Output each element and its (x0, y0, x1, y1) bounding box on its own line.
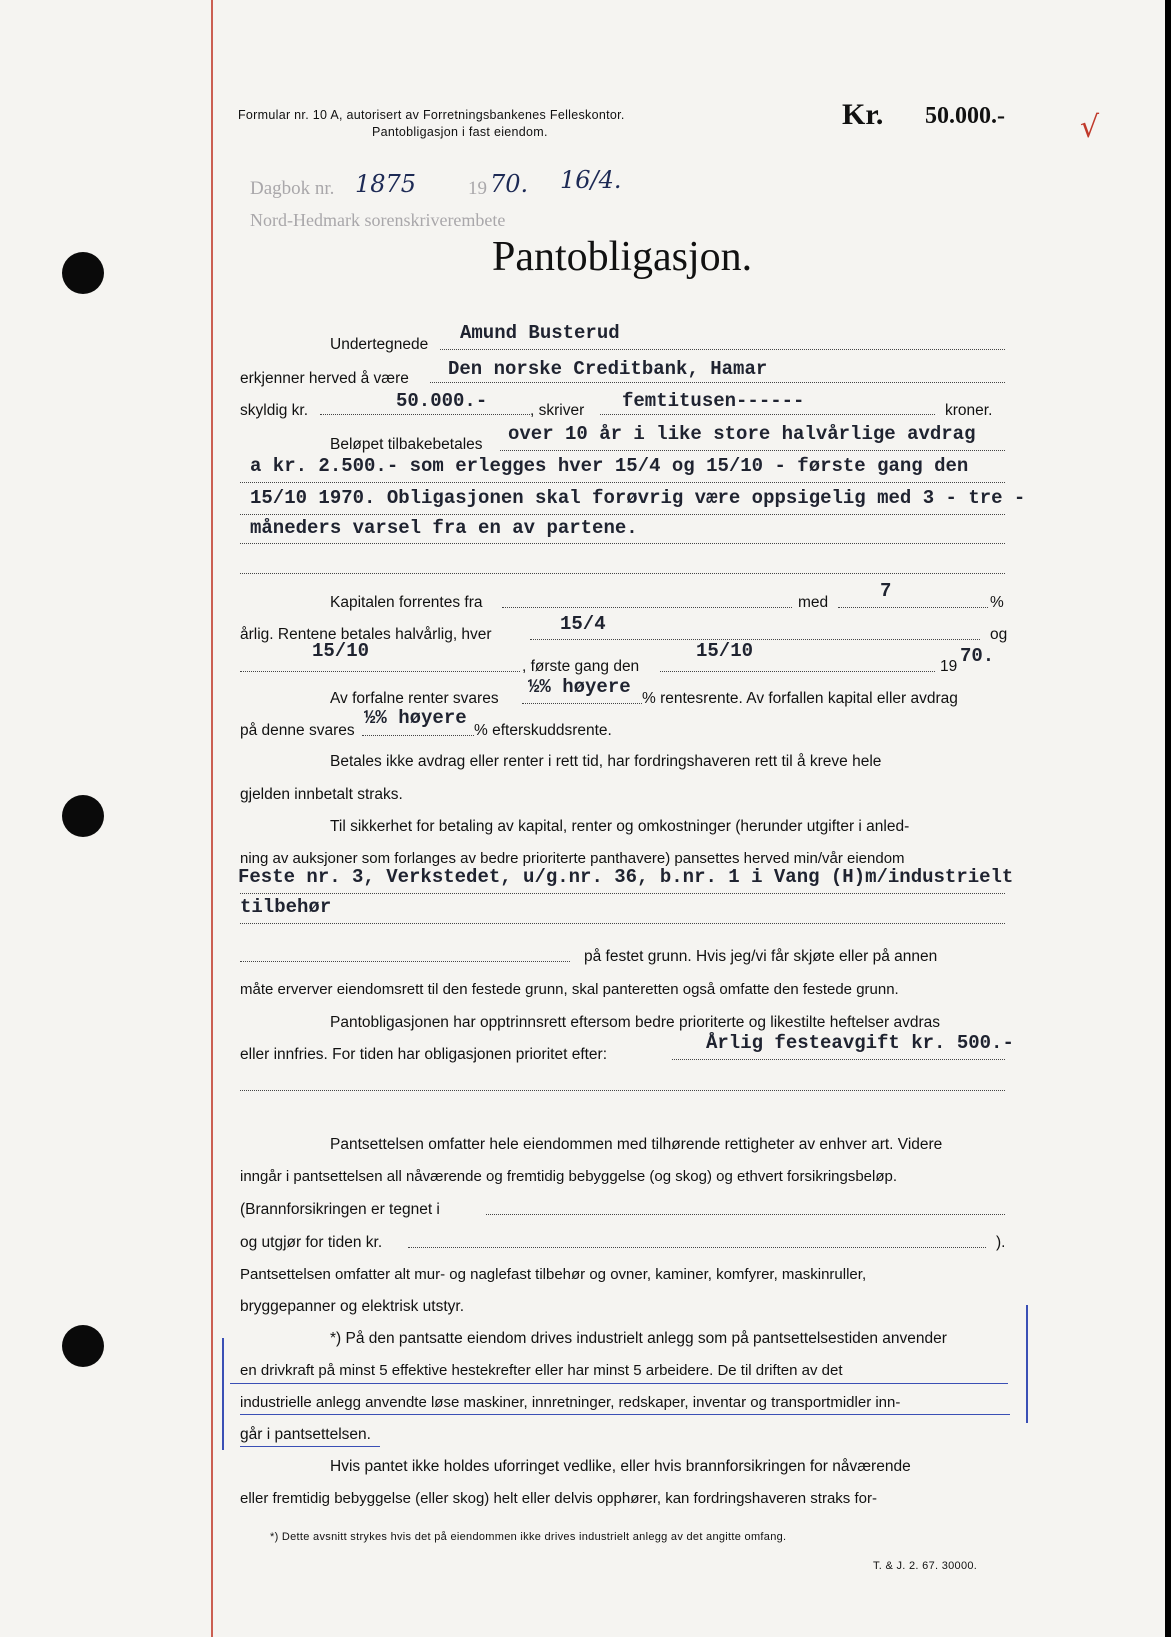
industrial-line-3: industrielle anlegg anvendte løse maskiner, innretninger, redskaper, inventar og transportmidler inn- (240, 1394, 901, 1411)
denne-label: på denne svares (240, 722, 355, 739)
dotted-line (240, 1090, 1005, 1091)
dotted-line (240, 961, 570, 962)
brann-label: (Brannforsikringen er tegnet i (240, 1201, 440, 1218)
interest-rate: 7 (880, 580, 892, 602)
repayment-line-2: a kr. 2.500.- som erlegges hver 15/4 og 15/10 - første gang den (250, 455, 969, 477)
og-label: og (990, 626, 1008, 643)
year-prefix: 19 (940, 658, 958, 675)
ink-bracket-right (1026, 1305, 1028, 1423)
denne-value: ½% høyere (364, 707, 467, 729)
printer-mark: T. & J. 2. 67. 30000. (873, 1560, 978, 1572)
dotted-line (240, 573, 1005, 574)
tilbehor-line-2: bryggepanner og elektrisk utstyr. (240, 1298, 465, 1315)
skriver-value: femtitusen------ (622, 390, 805, 412)
ink-underline (240, 1446, 380, 1447)
property-line-2: tilbehør (240, 896, 332, 918)
festet-line-1: på festet grunn. Hvis jeg/vi får skjøte eller på annen (584, 948, 938, 965)
stamp-office: Nord-Hedmark sorenskriverembete (250, 210, 506, 230)
ink-underline (230, 1383, 1008, 1384)
dotted-line (240, 671, 520, 672)
hvis-line-2: eller fremtidig bebyggelse (eller skog) helt eller delvis opphører, kan fordringshaveren straks for- (240, 1490, 877, 1507)
dagbok-date: 16/4. (560, 166, 622, 194)
footnote: *) Dette avsnitt strykes hvis det på eiendommen ikke drives industrielt anlegg av det angitte omfang. (270, 1531, 787, 1543)
dotted-line (408, 1247, 986, 1248)
forfalne-value: ½% høyere (528, 676, 631, 698)
industrial-line-1: *) På den pantsatte eiendom drives industrielt anlegg som på pantsettelsestiden anvender (330, 1330, 947, 1347)
punch-hole (62, 1325, 104, 1367)
red-margin-line (211, 0, 213, 1637)
tilbehor-line-1: Pantsettelsen omfatter alt mur- og naglefast tilbehør og ovner, kaminer, komfyrer, maskinruller, (240, 1266, 867, 1283)
repayment-line-4: måneders varsel fra en av partene. (250, 517, 638, 539)
creditor-name: Den norske Creditbank, Hamar (448, 358, 768, 380)
repayment-line-3: 15/10 1970. Obligasjonen skal forøvrig være oppsigelig med 3 - tre - (250, 487, 1026, 509)
etterskudd-text: % efterskuddsrente. (474, 722, 612, 739)
document-title: Pantobligasjon. (492, 234, 753, 280)
dotted-line (440, 349, 1005, 350)
dotted-line (240, 543, 1005, 544)
sikkerhet-line-2: ning av auksjoner som forlanges av bedre prioriterte panthavere) pansettes herved min/vår eiendom (240, 850, 905, 867)
dotted-line (600, 414, 935, 415)
dotted-line (838, 607, 988, 608)
betales-line-2: gjelden innbetalt straks. (240, 786, 403, 803)
debtor-name: Amund Busterud (460, 322, 620, 344)
utgjor-close: ). (996, 1234, 1006, 1251)
dotted-line (530, 639, 980, 640)
belopet-label: Beløpet tilbakebetales (330, 436, 483, 453)
rentesrente-text: % rentesrente. Av forfallen kapital eller avdrag (642, 690, 958, 707)
kapitalen-label: Kapitalen forrentes fra (330, 594, 483, 611)
dotted-line (502, 607, 792, 608)
dotted-line (320, 414, 530, 415)
skyldig-label: skyldig kr. (240, 402, 309, 419)
form-reference: Formular nr. 10 A, autorisert av Forretningsbankenes Felleskontor. (238, 108, 625, 122)
repayment-line-1: over 10 år i like store halvårlige avdrag (508, 423, 976, 445)
undertegnede-label: Undertegnede (330, 336, 429, 353)
dagbok-label: Dagbok nr. (250, 178, 335, 199)
punch-hole (62, 795, 104, 837)
festet-line-2: måte erverver eiendomsrett til den festede grunn, skal panteretten også omfatte den festede grunn. (240, 981, 899, 998)
payment-date-2: 15/10 (312, 640, 370, 662)
dagbok-year: 70. (490, 170, 529, 198)
kroner-label: kroner. (945, 402, 993, 419)
prior-lien: Årlig festeavgift kr. 500.- (706, 1032, 1014, 1054)
hvis-line-1: Hvis pantet ikke holdes uforringet vedlike, eller hvis brannforsikringen for nåværende (330, 1458, 911, 1475)
payment-date-1: 15/4 (560, 613, 606, 635)
percent-sign: % (990, 594, 1004, 611)
dotted-line (362, 735, 474, 736)
forfalne-label: Av forfalne renter svares (330, 690, 499, 707)
dotted-line (522, 703, 642, 704)
omfatter-line-1: Pantsettelsen omfatter hele eiendommen med tilhørende rettigheter av enhver art. Videre (330, 1136, 943, 1153)
utgjor-label: og utgjør for tiden kr. (240, 1234, 383, 1251)
form-subtitle: Pantobligasjon i fast eiendom. (372, 125, 548, 139)
opptrinn-line-2: eller innfries. For tiden har obligasjonen prioritet efter: (240, 1046, 608, 1063)
dotted-line (486, 1214, 1005, 1215)
dotted-line (672, 1059, 1005, 1060)
dagbok-number: 1875 (355, 170, 417, 198)
dagbok-year-prefix: 19 (468, 178, 487, 199)
industrial-line-2: en drivkraft på minst 5 effektive hestekrefter eller har minst 5 arbeidere. De til driften av det (240, 1362, 843, 1379)
dotted-line (430, 382, 1005, 383)
kr-label: Kr. (842, 98, 884, 131)
industrial-line-4: går i pantsettelsen. (240, 1426, 371, 1443)
kr-amount: 50.000.- (925, 103, 1005, 129)
dotted-line (240, 923, 1005, 924)
dotted-line (500, 450, 1005, 451)
first-payment-year: 70. (960, 645, 995, 667)
betales-line-1: Betales ikke avdrag eller renter i rett tid, har fordringshaveren rett til å kreve hele (330, 753, 882, 770)
sikkerhet-line-1: Til sikkerhet for betaling av kapital, renter og omkostninger (herunder utgifter i anled- (330, 818, 910, 835)
dotted-line (240, 893, 1005, 894)
check-mark-icon: √ (1080, 110, 1100, 145)
property-line-1: Feste nr. 3, Verkstedet, u/g.nr. 36, b.nr. 1 i Vang (H)m/industrielt (238, 866, 1014, 888)
omfatter-line-2: inngår i pantsettelsen all nåværende og fremtidig bebyggelse (og skog) og ethvert forsikringsbeløp. (240, 1168, 898, 1185)
dotted-line (660, 671, 935, 672)
ink-underline (240, 1414, 1010, 1415)
first-payment-date: 15/10 (696, 640, 754, 662)
skyldig-value: 50.000.- (396, 390, 488, 412)
punch-hole (62, 252, 104, 294)
forste-label: , første gang den (522, 658, 640, 675)
erkjenner-label: erkjenner herved å være (240, 370, 409, 387)
dotted-line (240, 514, 1005, 515)
med-label: med (798, 594, 829, 611)
ink-bracket-left (222, 1338, 224, 1450)
skriver-label: , skriver (530, 402, 585, 419)
dotted-line (240, 482, 1005, 483)
arlig-label: årlig. Rentene betales halvårlig, hver (240, 626, 492, 643)
opptrinn-line-1: Pantobligasjonen har opptrinnsrett eftersom bedre prioriterte og likestilte heftelser avdras (330, 1014, 940, 1031)
